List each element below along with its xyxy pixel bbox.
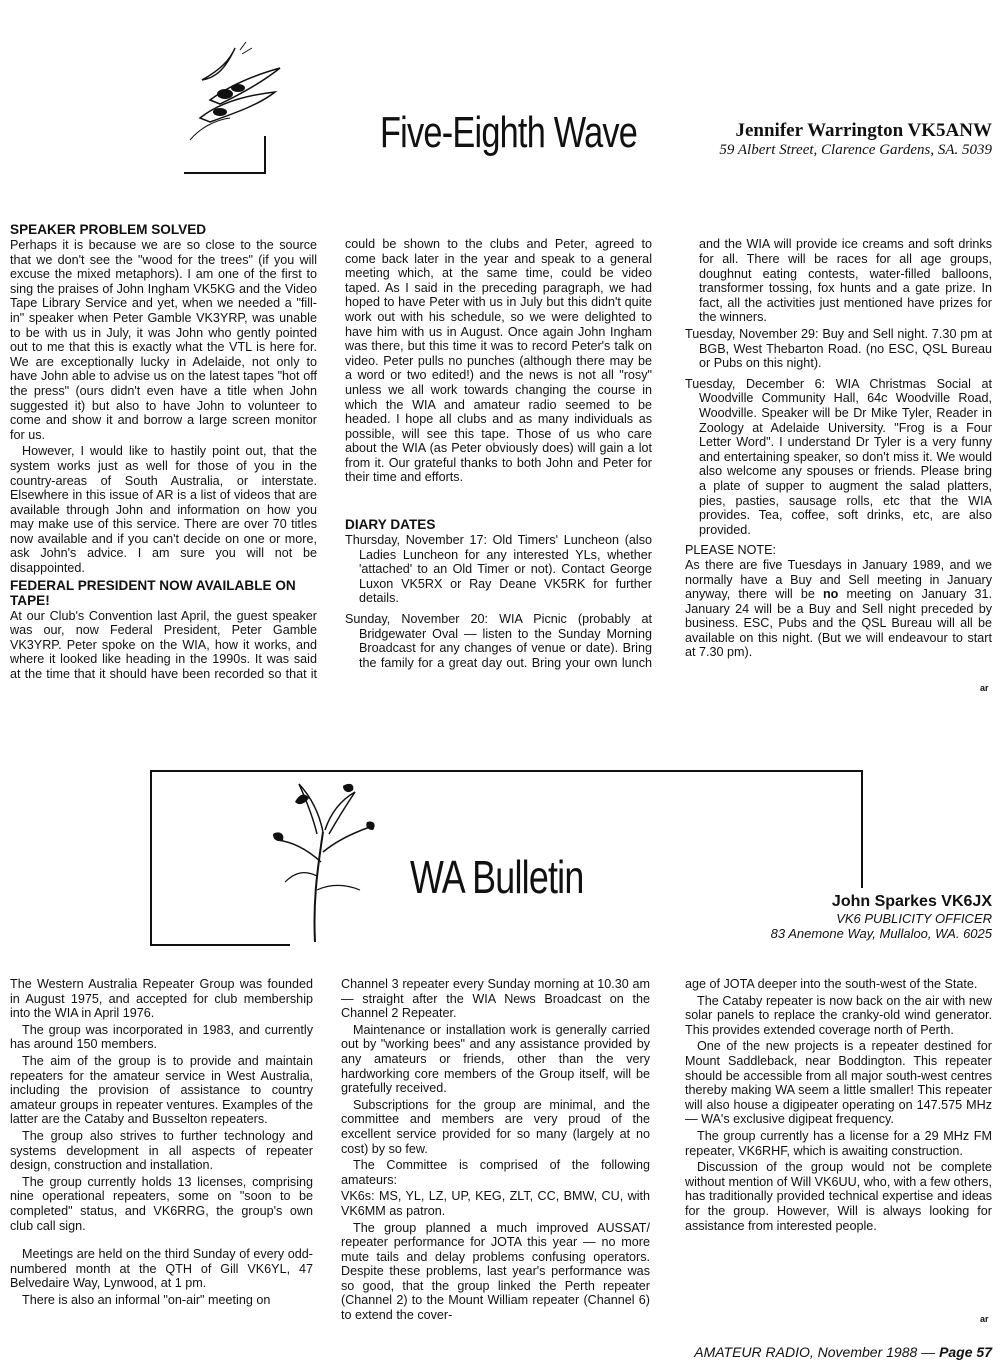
author-name: Jennifer Warrington VK5ANW: [735, 120, 992, 141]
paragraph: One of the new projects is a repeater destined for Mount Saddleback, near Boddington. This repeater should be accessible from all major south-west centres thereby making WA seem a little smaller! This repeater will also house a digipeater operating on 147.575 MHz — WA's exclusive digipeat frequency.: [685, 1039, 992, 1127]
paragraph: [345, 237, 652, 515]
paragraph: Discussion of the group would not be complete without mention of Will VK6UU, who, with a few others, has traditionally provided technical expertise and ideas for the group. However, Will is always looking for assistance from interested people.: [685, 1160, 992, 1233]
section-title-wa-bulletin: WA Bulletin: [410, 851, 584, 903]
paragraph: The Committee is comprised of the following amateurs:: [341, 1158, 650, 1187]
page-number: Page 57: [939, 1344, 992, 1360]
page-footer: [694, 1344, 992, 1360]
article-column-1: [10, 977, 313, 1309]
heading-federal: FEDERAL PRESIDENT NOW AVAILABLE ON TAPE!: [10, 577, 296, 608]
author-name: John Sparkes VK6JX: [831, 893, 992, 910]
article-column-2: [341, 977, 650, 1325]
paragraph: The group planned a much improved AUSSAT/ repeater performance for JOTA this year — no more mute tails and delay problems confusing operators. Despite these problems, last year's performance was so good, that the group linked the Perth repeater (Channel 2) to the Mount William repeater (Channel 6) to extend the cover-: [341, 1220, 650, 1323]
paragraph: Subscriptions for the group are minimal, and the committee and members are very proud of the excellent service provided for so many (largely at no cost) by so few.: [341, 1097, 650, 1156]
paragraph: The Cataby repeater is now back on the air with new solar panels to replace the cranky-old wind generator. This provides extended coverage north of Perth.: [685, 993, 992, 1037]
article-column-3: [685, 977, 992, 1235]
author-address: 59 Albert Street, Clarence Gardens, SA. 5039: [719, 142, 992, 158]
paragraph: age of JOTA deeper into the south-west of the State.: [685, 977, 978, 991]
paragraph: [685, 237, 992, 325]
header-rule-vertical: [264, 136, 266, 174]
author-block: [719, 120, 992, 159]
article-column-2: [345, 237, 652, 676]
frame-left: [150, 770, 152, 945]
diary-item: Tuesday, November 29: Buy and Sell night. 7.30 pm at BGB, West Thebarton Road. (no ESC, QSL Bureau or Pubs on this night).: [685, 327, 992, 371]
picnic-continued: and the WIA will provide ice creams and soft drinks for all. There will be races for all age groups, doughnut eating contests, water-filled balloons, transformer tossing, fox hunts and a gate prize. In fact, all the activities just mentioned have prizes for the winners.: [699, 237, 992, 325]
author-block: [771, 893, 992, 941]
paragraph: There is also an informal "on-air" meeting on: [22, 1292, 271, 1307]
paragraph: The aim of the group is to provide and maintain repeaters for the amateur service in West Australia, including the provision of assistance to country amateur groups in repeater ventures. Examples of the latter are the Cataby and Busselton repeaters.: [10, 1053, 313, 1127]
end-mark: ar: [980, 1314, 989, 1324]
article-column-3: [685, 237, 992, 662]
paragraph: However, I would like to hastily point out, that the system works just as well for those of you in the country-areas of South Australia, or interstate. Elsewhere in this issue of AR is a list of videos that are available through John and information on how you may make use of this service. There are over 70 titles now available and if you can't decide on one or more, ask John's advice. I am sure you will not be disappointed.: [10, 444, 317, 576]
article-column-1: [10, 220, 317, 684]
paragraph: The group currently holds 13 licenses, comprising nine operational repeaters, some on "soon to be completed" status, and VK6RRG, the group's own club call sign.: [10, 1174, 313, 1233]
federal-continued: could be shown to the clubs and Peter, agreed to come back later in the year and speak to a general meeting which, at the same time, could be video taped. As I said in the preceding paragraph, we had hoped to have Peter with us in July but this didn't quite work out with his schedule, so we were delighted to have him with us in August. Once again John Ingham was there, but this time it was to record Peter's talk on video. Peter pulls no punches (although there may be a word or two edited!) and the news is not all "rosy" unless we all work towards changing the course in which the WIA and amateur radio seemed to be headed. I hope all clubs and as many individuals as possible, will see this tape. Those of us who care about the WIA (as Peter obviously does) will gain a lot from it. Our grateful thanks to both John and Peter for their time and efforts.: [345, 237, 652, 485]
heading-diary: DIARY DATES: [345, 517, 436, 532]
heading-speaker: SPEAKER PROBLEM SOLVED: [10, 222, 207, 237]
section-title-five-eighth: Five-Eighth Wave: [380, 108, 638, 157]
diary-item: Tuesday, December 6: WIA Christmas Social at Woodville Community Hall, 64c Woodville Road, Woodville. Speaker will be Dr Mike Tyler, Reader in Zoology at Adelaide University. "Frog is a Four Letter Word". I understand Dr Tyler is a very funny and entertaining speaker, so don't miss it. We would also welcome any spouses or friends. Please bring a plate of supper to augment the salad platters, pies, pasties, sausage rolls, etc that the WIA provides. Tea, coffee, soft drinks, etc, are also provided.: [685, 376, 992, 537]
end-mark: ar: [980, 683, 989, 693]
note-heading: PLEASE NOTE:: [685, 543, 776, 558]
paragraph: Maintenance or installation work is generally carried out by "working bees" and any assistance provided by any amateurs or friends, other than the very hardworking core members of the Group itself, will be gratefully received.: [341, 1022, 650, 1096]
paragraph: The group currently has a license for a 29 MHz FM repeater, VK6RHF, which is awaiting construction.: [685, 1128, 992, 1158]
author-address: 83 Anemone Way, Mullaloo, WA. 6025: [770, 926, 992, 941]
paragraph: Channel 3 repeater every Sunday morning at 10.30 am — straight after the WIA News Broadcast on the Channel 2 Repeater.: [341, 977, 650, 1021]
header-rule-horizontal: [184, 172, 264, 174]
diary-item: Thursday, November 17: Old Timers' Luncheon (also Ladies Luncheon for any interested YLs, whether 'attached' to an Old Timer or not). Contact George Luxon VK5RX or Ray Deane VK5RK for further details.: [345, 533, 652, 606]
paragraph: At our Club's Convention last April, the guest speaker was our, now Federal President, Peter Gamble VK3YRP. Peter spoke on the WIA, how it works, and where it looked like heading in the 1990s. It was said at the time that it should have been recorded so that it: [10, 608, 317, 682]
issue-date: November 1988 —: [817, 1344, 936, 1360]
magazine-name: AMATEUR RADIO,: [694, 1344, 814, 1360]
paragraph: Perhaps it is because we are so close to the source that we don't see the "wood for the trees" (if you will excuse the mixed metaphors). I am one of the first to sing the praises of John Ingham VK5KG and the Video Tape Library Service and yet, when we needed a "fill-in" speaker when Peter Gamble VK3YRP, was unable to be with us in July, it was John who gently pointed out to me that this is exactly what the VTL is here for. We are exceptionally lucky in Adelaide, not only to have John able to advise us on the latest tapes "hot off the press" (ours didn't even have a title when John suggested it) but also to have John to volunteer to come and show it and borrow a large screen monitor for us.: [10, 238, 317, 442]
paragraph: The group was incorporated in 1983, and currently has around 150 members.: [10, 1022, 313, 1052]
diary-item: Sunday, November 20: WIA Picnic (probably at Bridgewater Oval — listen to the Sunday Morning Broadcast for any changes of venue or date). Bring the family for a great day out. Bring your own lunch: [345, 611, 652, 670]
paragraph: Meetings are held on the third Sunday of every odd-numbered month at the QTH of Gill VK6YL, 47 Belvedaire Way, Lynwood, at 1 pm.: [10, 1247, 313, 1291]
author-role: VK6 PUBLICITY OFFICER: [836, 911, 992, 926]
birds-illustration: [180, 40, 290, 145]
frame-right: [861, 770, 863, 888]
paragraph: VK6s: MS, YL, LZ, UP, KEG, ZLT, CC, BMW, CU, with VK6MM as patron.: [341, 1189, 650, 1218]
paragraph: The group also strives to further technology and systems development in all aspects of repeater design, construction and installation.: [10, 1128, 313, 1173]
kangaroo-paw-illustration: [255, 772, 395, 947]
paragraph: As there are five Tuesdays in January 1989, and we normally have a Buy and Sell meeting in January anyway, there will be no meeting on January 31. January 24 will be a Buy and Sell night preceded by business. ESC, Pubs and the QSL Bureau will all be available on this night. (But we will endeavour to start at 7.30 pm).: [685, 557, 993, 660]
paragraph: The Western Australia Repeater Group was founded in August 1975, and accepted for club membership into the WIA in April 1976.: [10, 977, 313, 1021]
